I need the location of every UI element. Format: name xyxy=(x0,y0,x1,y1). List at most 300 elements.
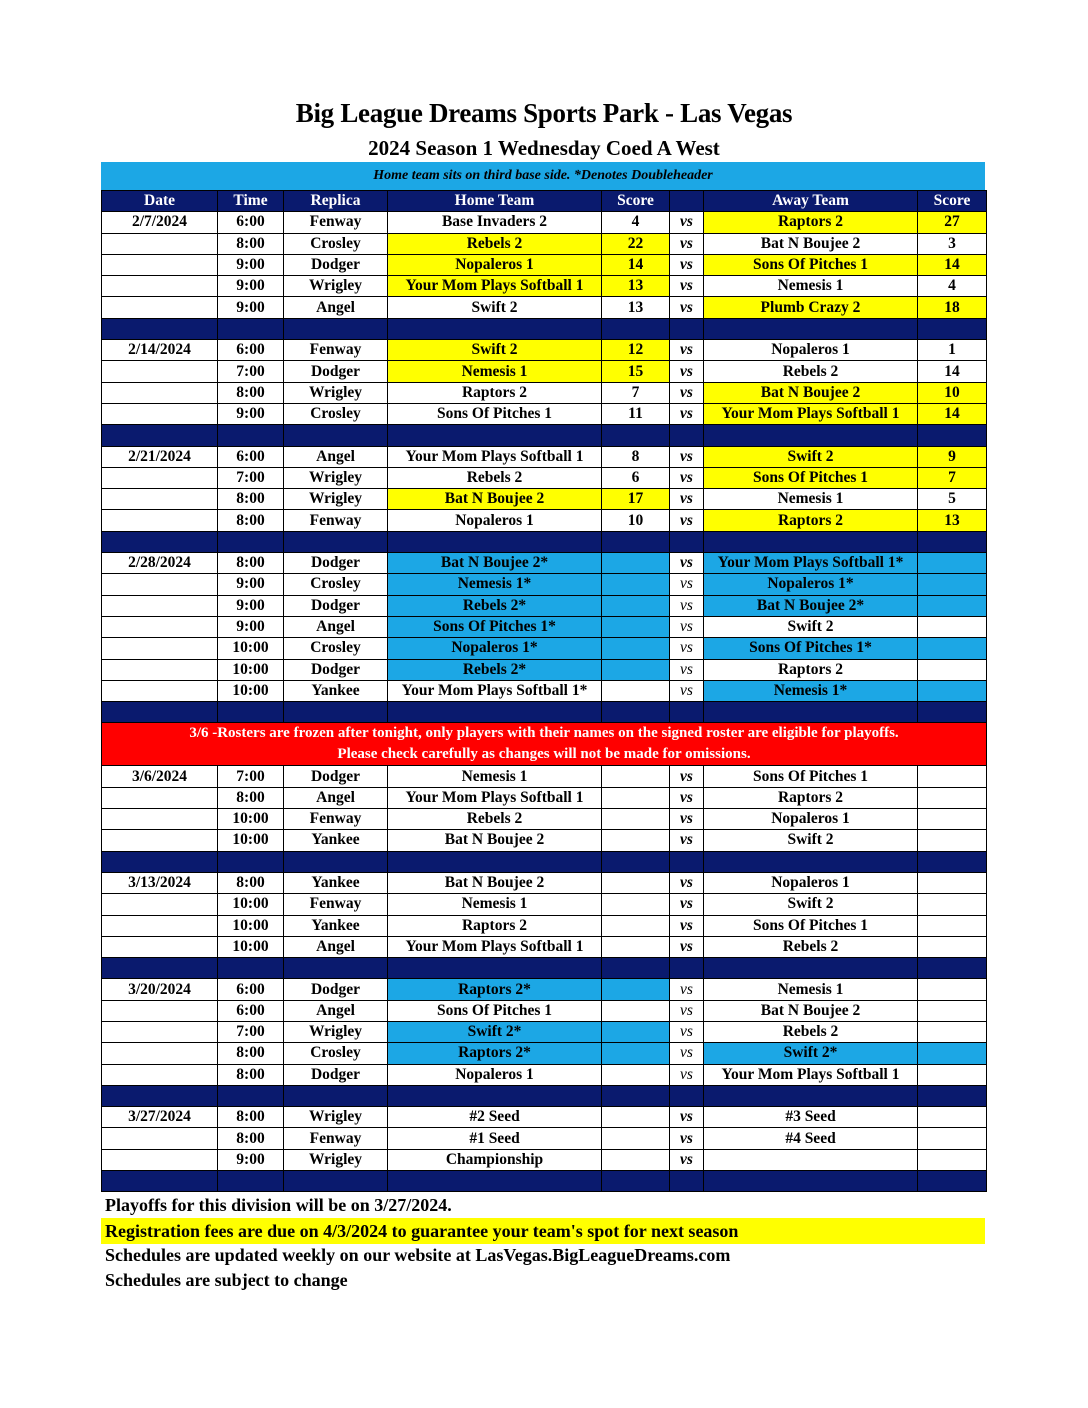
away-team: Nopaleros 1 xyxy=(704,340,918,361)
header-date: Date xyxy=(102,191,218,212)
game-row xyxy=(102,1000,987,1021)
game-date xyxy=(102,1000,218,1021)
game-time: 10:00 xyxy=(218,936,284,957)
away-score: 27 xyxy=(918,212,987,233)
away-score xyxy=(918,595,987,616)
week-separator xyxy=(102,425,987,446)
home-score xyxy=(602,915,670,936)
game-row xyxy=(102,553,987,574)
separator-cell xyxy=(388,425,602,446)
game-field: Fenway xyxy=(284,894,388,915)
game-date xyxy=(102,403,218,424)
game-time: 10:00 xyxy=(218,659,284,680)
away-score xyxy=(918,830,987,851)
away-team: #3 Seed xyxy=(704,1107,918,1128)
away-score: 7 xyxy=(918,467,987,488)
separator-cell xyxy=(102,1085,218,1106)
away-score xyxy=(918,894,987,915)
separator-cell xyxy=(670,1171,704,1192)
game-field: Yankee xyxy=(284,680,388,701)
separator-cell xyxy=(284,531,388,552)
header-away-team: Away Team xyxy=(704,191,918,212)
away-team: Bat N Boujee 2* xyxy=(704,595,918,616)
game-row xyxy=(102,1107,987,1128)
separator-cell xyxy=(218,702,284,723)
home-team: Bat N Boujee 2 xyxy=(388,872,602,893)
playoffs-text: Playoffs for this division will be on 3/27/2024. xyxy=(105,1195,452,1215)
home-team: Championship xyxy=(388,1149,602,1170)
game-time: 8:00 xyxy=(218,872,284,893)
game-field: Angel xyxy=(284,616,388,637)
home-team: Nopaleros 1* xyxy=(388,638,602,659)
home-score: 22 xyxy=(602,233,670,254)
away-score: 5 xyxy=(918,489,987,510)
week-separator xyxy=(102,531,987,552)
home-score xyxy=(602,1128,670,1149)
vs-label: vs xyxy=(670,595,704,616)
home-score: 6 xyxy=(602,467,670,488)
game-date xyxy=(102,1043,218,1064)
game-field: Wrigley xyxy=(284,489,388,510)
game-date xyxy=(102,233,218,254)
vs-label: vs xyxy=(670,1128,704,1149)
away-team: Swift 2 xyxy=(704,894,918,915)
game-time: 6:00 xyxy=(218,446,284,467)
away-score: 18 xyxy=(918,297,987,318)
game-field: Crosley xyxy=(284,403,388,424)
home-team: Rebels 2 xyxy=(388,467,602,488)
away-team: #4 Seed xyxy=(704,1128,918,1149)
game-field: Yankee xyxy=(284,830,388,851)
home-team: Raptors 2 xyxy=(388,915,602,936)
game-row xyxy=(102,254,987,275)
separator-cell xyxy=(918,702,987,723)
page-subtitle: 2024 Season 1 Wednesday Coed A West xyxy=(368,136,720,160)
game-time: 6:00 xyxy=(218,340,284,361)
home-team: Nopaleros 1 xyxy=(388,1064,602,1085)
separator-cell xyxy=(388,702,602,723)
vs-label: vs xyxy=(670,574,704,595)
home-team: Raptors 2 xyxy=(388,382,602,403)
away-team: Swift 2 xyxy=(704,446,918,467)
game-date: 2/14/2024 xyxy=(102,340,218,361)
game-field: Dodger xyxy=(284,659,388,680)
separator-cell xyxy=(284,425,388,446)
separator-cell xyxy=(388,1085,602,1106)
game-time: 9:00 xyxy=(218,616,284,637)
away-team: Raptors 2 xyxy=(704,787,918,808)
away-team: Sons Of Pitches 1 xyxy=(704,467,918,488)
game-row xyxy=(102,1064,987,1085)
game-field: Crosley xyxy=(284,233,388,254)
week-separator xyxy=(102,702,987,723)
away-team: Swift 2 xyxy=(704,616,918,637)
game-time: 10:00 xyxy=(218,638,284,659)
vs-label: vs xyxy=(670,297,704,318)
separator-cell xyxy=(602,318,670,339)
game-row xyxy=(102,680,987,701)
game-field: Dodger xyxy=(284,595,388,616)
home-team: Sons Of Pitches 1* xyxy=(388,616,602,637)
separator-cell xyxy=(670,702,704,723)
away-team: Nemesis 1 xyxy=(704,979,918,1000)
vs-label: vs xyxy=(670,638,704,659)
away-team: Raptors 2 xyxy=(704,212,918,233)
away-score: 10 xyxy=(918,382,987,403)
vs-label: vs xyxy=(670,894,704,915)
game-field: Dodger xyxy=(284,553,388,574)
game-time: 10:00 xyxy=(218,680,284,701)
away-score: 1 xyxy=(918,340,987,361)
game-time: 6:00 xyxy=(218,979,284,1000)
vs-label: vs xyxy=(670,1064,704,1085)
separator-cell xyxy=(284,1085,388,1106)
game-row xyxy=(102,979,987,1000)
game-time: 8:00 xyxy=(218,382,284,403)
game-time: 9:00 xyxy=(218,276,284,297)
home-score xyxy=(602,595,670,616)
game-field: Dodger xyxy=(284,254,388,275)
game-date: 2/28/2024 xyxy=(102,553,218,574)
separator-cell xyxy=(918,1171,987,1192)
vs-label: vs xyxy=(670,616,704,637)
home-score: 7 xyxy=(602,382,670,403)
away-team: Bat N Boujee 2 xyxy=(704,382,918,403)
game-time: 9:00 xyxy=(218,574,284,595)
separator-cell xyxy=(388,958,602,979)
home-team: Swift 2* xyxy=(388,1021,602,1042)
away-team: Sons Of Pitches 1 xyxy=(704,254,918,275)
game-field: Fenway xyxy=(284,510,388,531)
game-date xyxy=(102,254,218,275)
vs-label: vs xyxy=(670,1021,704,1042)
home-team: Nemesis 1 xyxy=(388,766,602,787)
game-field: Wrigley xyxy=(284,382,388,403)
separator-cell xyxy=(284,702,388,723)
vs-label: vs xyxy=(670,830,704,851)
game-field: Dodger xyxy=(284,361,388,382)
away-score xyxy=(918,574,987,595)
away-score xyxy=(918,1043,987,1064)
away-score xyxy=(918,1021,987,1042)
vs-label: vs xyxy=(670,766,704,787)
home-team: Sons Of Pitches 1 xyxy=(388,1000,602,1021)
vs-label: vs xyxy=(670,787,704,808)
separator-cell xyxy=(704,1085,918,1106)
registration-text: Registration fees are due on 4/3/2024 to guarantee your team's spot for next season xyxy=(105,1221,739,1241)
away-team: Plumb Crazy 2 xyxy=(704,297,918,318)
game-field: Yankee xyxy=(284,915,388,936)
game-date xyxy=(102,595,218,616)
away-score xyxy=(918,979,987,1000)
header-replica: Replica xyxy=(284,191,388,212)
separator-cell xyxy=(704,1171,918,1192)
home-score xyxy=(602,809,670,830)
separator-cell xyxy=(704,851,918,872)
game-date xyxy=(102,276,218,297)
away-score: 14 xyxy=(918,361,987,382)
home-team: Swift 2 xyxy=(388,297,602,318)
game-row xyxy=(102,233,987,254)
away-score xyxy=(918,616,987,637)
vs-label: vs xyxy=(670,1000,704,1021)
vs-label: vs xyxy=(670,809,704,830)
game-time: 7:00 xyxy=(218,766,284,787)
home-team: #2 Seed xyxy=(388,1107,602,1128)
home-team-notice: Home team sits on third base side. *Denotes Doubleheader xyxy=(101,162,985,190)
game-row xyxy=(102,382,987,403)
vs-label: vs xyxy=(670,446,704,467)
away-team: Raptors 2 xyxy=(704,659,918,680)
game-time: 9:00 xyxy=(218,1149,284,1170)
away-score xyxy=(918,872,987,893)
home-team: Bat N Boujee 2* xyxy=(388,553,602,574)
game-date xyxy=(102,1149,218,1170)
separator-cell xyxy=(218,531,284,552)
game-row xyxy=(102,212,987,233)
game-row xyxy=(102,1021,987,1042)
separator-cell xyxy=(102,1171,218,1192)
game-field: Angel xyxy=(284,936,388,957)
separator-cell xyxy=(102,958,218,979)
away-score xyxy=(918,809,987,830)
away-score xyxy=(918,1128,987,1149)
home-score: 12 xyxy=(602,340,670,361)
game-date: 3/6/2024 xyxy=(102,766,218,787)
vs-label: vs xyxy=(670,212,704,233)
week-separator xyxy=(102,1085,987,1106)
separator-cell xyxy=(602,958,670,979)
game-row xyxy=(102,340,987,361)
home-team: Nemesis 1 xyxy=(388,894,602,915)
vs-label: vs xyxy=(670,553,704,574)
home-score xyxy=(602,1000,670,1021)
game-time: 8:00 xyxy=(218,553,284,574)
away-score: 9 xyxy=(918,446,987,467)
game-date xyxy=(102,297,218,318)
vs-label: vs xyxy=(670,659,704,680)
home-team: Nopaleros 1 xyxy=(388,254,602,275)
game-date xyxy=(102,936,218,957)
vs-label: vs xyxy=(670,510,704,531)
home-score xyxy=(602,616,670,637)
home-score xyxy=(602,1021,670,1042)
away-team: Bat N Boujee 2 xyxy=(704,1000,918,1021)
home-team: Nemesis 1* xyxy=(388,574,602,595)
game-date xyxy=(102,638,218,659)
game-row xyxy=(102,1043,987,1064)
home-score xyxy=(602,574,670,595)
header-home-score: Score xyxy=(602,191,670,212)
separator-cell xyxy=(284,958,388,979)
separator-cell xyxy=(602,851,670,872)
game-row xyxy=(102,638,987,659)
game-date xyxy=(102,467,218,488)
playoffs-note xyxy=(101,1195,985,1216)
vs-label: vs xyxy=(670,1107,704,1128)
game-row xyxy=(102,403,987,424)
game-row xyxy=(102,1149,987,1170)
home-team: Bat N Boujee 2 xyxy=(388,489,602,510)
separator-cell xyxy=(602,1171,670,1192)
game-date: 2/21/2024 xyxy=(102,446,218,467)
header-row xyxy=(102,191,987,212)
game-field: Fenway xyxy=(284,1128,388,1149)
game-time: 8:00 xyxy=(218,1107,284,1128)
header-home-team: Home Team xyxy=(388,191,602,212)
away-team: Your Mom Plays Softball 1 xyxy=(704,403,918,424)
home-team: Your Mom Plays Softball 1 xyxy=(388,787,602,808)
separator-cell xyxy=(670,1085,704,1106)
separator-cell xyxy=(704,318,918,339)
home-team: Base Invaders 2 xyxy=(388,212,602,233)
vs-label: vs xyxy=(670,361,704,382)
away-team: Rebels 2 xyxy=(704,936,918,957)
away-team: Swift 2* xyxy=(704,1043,918,1064)
separator-cell xyxy=(918,851,987,872)
game-time: 9:00 xyxy=(218,403,284,424)
vs-label: vs xyxy=(670,915,704,936)
game-date xyxy=(102,1021,218,1042)
home-team: Nemesis 1 xyxy=(388,361,602,382)
home-team: Your Mom Plays Softball 1* xyxy=(388,680,602,701)
roster-frozen-notice xyxy=(102,723,987,766)
home-score xyxy=(602,553,670,574)
vs-label: vs xyxy=(670,936,704,957)
separator-cell xyxy=(218,425,284,446)
website-text: Schedules are updated weekly on our website at LasVegas.BigLeagueDreams.com xyxy=(105,1245,731,1265)
separator-cell xyxy=(670,851,704,872)
separator-cell xyxy=(284,851,388,872)
away-team: Nemesis 1* xyxy=(704,680,918,701)
home-score: 14 xyxy=(602,254,670,275)
vs-label: vs xyxy=(670,1043,704,1064)
game-row xyxy=(102,809,987,830)
away-team: Your Mom Plays Softball 1 xyxy=(704,1064,918,1085)
roster-frozen-text xyxy=(102,723,987,766)
home-team: #1 Seed xyxy=(388,1128,602,1149)
separator-cell xyxy=(704,702,918,723)
game-time: 8:00 xyxy=(218,787,284,808)
game-date xyxy=(102,680,218,701)
game-time: 8:00 xyxy=(218,489,284,510)
game-date: 3/20/2024 xyxy=(102,979,218,1000)
frozen-line-1: 3/6 -Rosters are frozen after tonight, only players with their names on the signed roster are eligible for playoffs. xyxy=(189,725,899,742)
website-note xyxy=(101,1245,985,1266)
separator-cell xyxy=(388,318,602,339)
game-date: 3/27/2024 xyxy=(102,1107,218,1128)
game-field: Fenway xyxy=(284,340,388,361)
vs-label: vs xyxy=(670,489,704,510)
game-field: Wrigley xyxy=(284,276,388,297)
away-team: Nemesis 1 xyxy=(704,276,918,297)
home-score xyxy=(602,659,670,680)
away-score xyxy=(918,553,987,574)
home-team: Rebels 2* xyxy=(388,659,602,680)
separator-cell xyxy=(918,958,987,979)
away-team: Nopaleros 1 xyxy=(704,809,918,830)
game-row xyxy=(102,766,987,787)
game-time: 6:00 xyxy=(218,212,284,233)
home-score xyxy=(602,787,670,808)
separator-cell xyxy=(670,318,704,339)
game-date xyxy=(102,382,218,403)
home-score xyxy=(602,894,670,915)
game-time: 7:00 xyxy=(218,1021,284,1042)
game-field: Fenway xyxy=(284,212,388,233)
game-time: 9:00 xyxy=(218,595,284,616)
away-score xyxy=(918,915,987,936)
week-separator xyxy=(102,958,987,979)
home-team: Your Mom Plays Softball 1 xyxy=(388,446,602,467)
away-team: Sons Of Pitches 1* xyxy=(704,638,918,659)
home-score: 4 xyxy=(602,212,670,233)
away-team xyxy=(704,1149,918,1170)
home-score xyxy=(602,638,670,659)
separator-cell xyxy=(704,425,918,446)
away-score xyxy=(918,787,987,808)
game-field: Wrigley xyxy=(284,1107,388,1128)
vs-label: vs xyxy=(670,340,704,361)
separator-cell xyxy=(670,531,704,552)
away-score: 4 xyxy=(918,276,987,297)
home-score: 17 xyxy=(602,489,670,510)
away-team: Rebels 2 xyxy=(704,1021,918,1042)
home-team: Raptors 2* xyxy=(388,979,602,1000)
game-row xyxy=(102,659,987,680)
game-time: 9:00 xyxy=(218,297,284,318)
game-date xyxy=(102,787,218,808)
away-score xyxy=(918,680,987,701)
game-time: 8:00 xyxy=(218,510,284,531)
game-field: Angel xyxy=(284,446,388,467)
game-row xyxy=(102,894,987,915)
separator-cell xyxy=(918,425,987,446)
game-time: 8:00 xyxy=(218,233,284,254)
game-field: Wrigley xyxy=(284,467,388,488)
game-row xyxy=(102,489,987,510)
home-score xyxy=(602,680,670,701)
home-score xyxy=(602,830,670,851)
away-team: Sons Of Pitches 1 xyxy=(704,915,918,936)
away-score: 14 xyxy=(918,403,987,424)
game-time: 8:00 xyxy=(218,1128,284,1149)
game-field: Wrigley xyxy=(284,1149,388,1170)
separator-cell xyxy=(918,531,987,552)
vs-label: vs xyxy=(670,403,704,424)
week-separator xyxy=(102,318,987,339)
separator-cell xyxy=(102,851,218,872)
game-time: 7:00 xyxy=(218,467,284,488)
separator-cell xyxy=(388,531,602,552)
away-team: Nopaleros 1 xyxy=(704,872,918,893)
game-time: 9:00 xyxy=(218,254,284,275)
game-row xyxy=(102,276,987,297)
home-score: 10 xyxy=(602,510,670,531)
game-date: 2/7/2024 xyxy=(102,212,218,233)
game-date: 3/13/2024 xyxy=(102,872,218,893)
schedule-body xyxy=(102,212,987,1192)
frozen-line-2: Please check carefully as changes will not be made for omissions. xyxy=(337,746,751,763)
game-field: Dodger xyxy=(284,1064,388,1085)
home-score xyxy=(602,936,670,957)
home-score: 8 xyxy=(602,446,670,467)
home-score xyxy=(602,1107,670,1128)
home-score: 15 xyxy=(602,361,670,382)
game-date xyxy=(102,489,218,510)
separator-cell xyxy=(218,318,284,339)
away-score xyxy=(918,1000,987,1021)
